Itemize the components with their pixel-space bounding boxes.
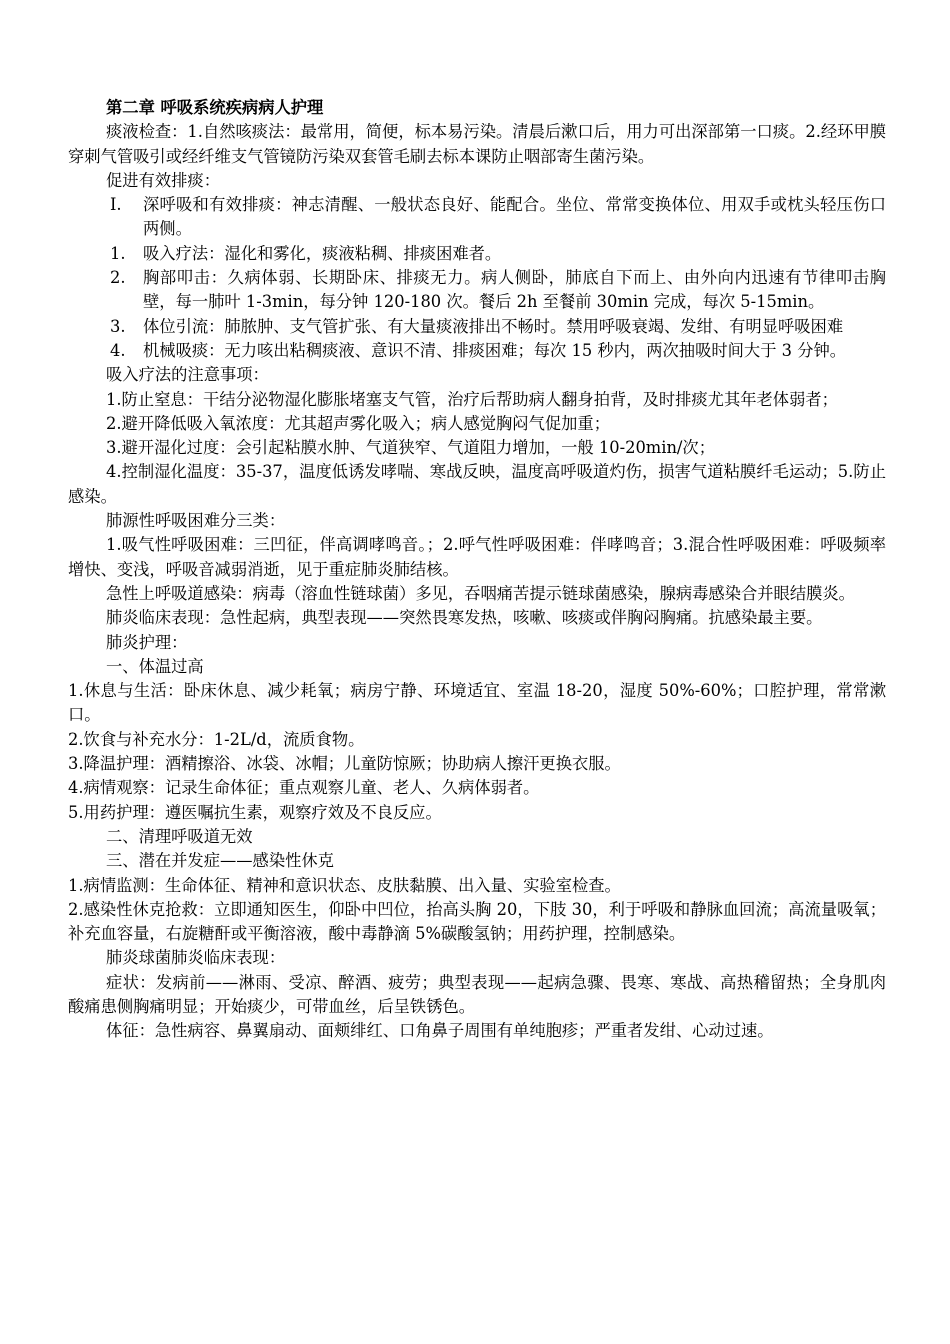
section-item: 3.降温护理：酒精擦浴、冰袋、冰帽；儿童防惊厥；协助病人擦汗更换衣服。: [68, 754, 621, 774]
inhalation-item: 4.控制湿化温度：35-37，温度低诱发哮喘、寒战反映，温度高呼吸道灼伤，损害气道粘膜纤毛运动；5.防止感染。: [68, 462, 886, 506]
uri-paragraph: 急性上呼吸道感染：病毒（溶血性链球菌）多见，吞咽痛苦提示链球菌感染，腺病毒感染合并眼结膜炎。: [106, 583, 855, 603]
section-item: 2.饮食与补充水分：1-2L/d，流质食物。: [68, 729, 365, 749]
section-item: 4.病情观察：记录生命体征；重点观察儿童、老人、久病体弱者。: [68, 778, 540, 798]
list-marker: 3.: [110, 316, 126, 336]
section-title: 三、潜在并发症——感染性休克: [106, 851, 334, 871]
list-item: [68, 339, 886, 363]
inhalation-item: 3.避开湿化过度：会引起粘膜水肿、气道狭窄、气道阻力增加，一般 10-20min/次；: [106, 438, 715, 458]
section-item: 1.休息与生活：卧床休息、减少耗氧；病房宁静、环境适宜、室温 18-20，湿度 50%-60%；口腔护理，常常漱口。: [68, 681, 886, 725]
list-item-text: 体位引流：肺脓肿、支气管扩张、有大量痰液排出不畅时。禁用呼吸衰竭、发绀、有明显呼吸困难: [143, 316, 844, 336]
list-item-text: 吸入疗法：湿化和雾化，痰液粘稠、排痰困难者。: [143, 243, 502, 263]
list-item-text: 机械吸痰：无力咳出粘稠痰液、意识不清、排痰困难；每次 15 秒内，两次抽吸时间大于 3 分钟。: [143, 340, 847, 360]
signs-paragraph: 体征：急性病容、鼻翼扇动、面颊绯红、口角鼻子周围有单纯胞疹；严重者发绀、心动过速。: [106, 1021, 774, 1041]
list-item: [68, 315, 886, 339]
list-item: [68, 266, 886, 315]
list-marker: I.: [110, 195, 122, 215]
section-title: 一、体温过高: [106, 656, 204, 676]
dyspnea-heading: 肺源性呼吸困难分三类：: [106, 511, 286, 531]
symptoms-paragraph: 症状：发病前——淋雨、受凉、醉酒、疲劳；典型表现——起病急骤、畏寒、寒战、高热稽留热；全身肌肉酸痛患侧胸痛明显；开始痰少，可带血丝，后呈铁锈色。: [68, 972, 886, 1016]
list-item: [68, 193, 886, 242]
inhalation-heading: 吸入疗法的注意事项：: [106, 365, 269, 385]
list-item: [68, 242, 886, 266]
inhalation-item: 2.避开降低吸入氧浓度：尤其超声雾化吸入；病人感觉胸闷气促加重；: [106, 413, 610, 433]
promote-heading: 促进有效排痰：: [106, 170, 220, 190]
section-title: 二、清理呼吸道无效: [106, 826, 253, 846]
pneumonia-clinical-paragraph: 肺炎临床表现：急性起病，典型表现——突然畏寒发热，咳嗽、咳痰或伴胸闷胸痛。抗感染最主要。: [106, 608, 823, 628]
list-item-text: 胸部叩击：久病体弱、长期卧床、排痰无力。病人侧卧，肺底自下而上、由外向内迅速有节律叩击胸壁，每一肺叶 1-3min，每分钟 120-180 次。餐后 2h 至餐前 30min 完成，每次 5-15min。: [143, 268, 886, 312]
list-marker: 1.: [110, 243, 126, 263]
dyspnea-paragraph: 1.吸气性呼吸困难：三凹征，伴高调哮鸣音。；2.呼气性呼吸困难：伴哮鸣音；3.混合性呼吸困难：呼吸频率增快、变浅，呼吸音减弱消逝，见于重症肺炎肺结核。: [68, 535, 886, 579]
section-item: 2.感染性休克抢救：立即通知医生，仰卧中凹位，抬高头胸 20，下肢 30，利于呼吸和静脉血回流；高流量吸氧；补充血容量，右旋糖酐或平衡溶液，酸中毒静滴 5%碳酸氢钠；用药护理，控制感染。: [68, 899, 886, 944]
section-item: 1.病情监测：生命体征、精神和意识状态、皮肤黏膜、出入量、实验室检查。: [68, 875, 621, 895]
pneumonia-care-heading: 肺炎护理：: [106, 632, 188, 652]
list-marker: 4.: [110, 340, 126, 360]
section-item: 5.用药护理：遵医嘱抗生素，观察疗效及不良反应。: [68, 802, 442, 822]
chapter-title: 第二章 呼吸系统疾病病人护理: [106, 98, 324, 117]
inhalation-item: 1.防止窒息：干结分泌物湿化膨胀堵塞支气管，治疗后帮助病人翻身拍背，及时排痰尤其年老体弱者；: [106, 389, 838, 409]
list-marker: 2.: [110, 268, 126, 288]
sputum-check-paragraph: 痰液检查：1.自然咳痰法：最常用，简便，标本易污染。清晨后漱口后，用力可出深部第一口痰。2.经环甲膜穿刺气管吸引或经纤维支气管镜防污染双套管毛刷去标本课防止咽部寄生菌污染。: [68, 122, 887, 166]
list-item-text: 深呼吸和有效排痰：神志清醒、一般状态良好、能配合。坐位、常常变换体位、用双手或枕头轻压伤口两侧。: [143, 195, 886, 239]
pneumococcal-heading: 肺炎球菌肺炎临床表现：: [106, 948, 286, 968]
